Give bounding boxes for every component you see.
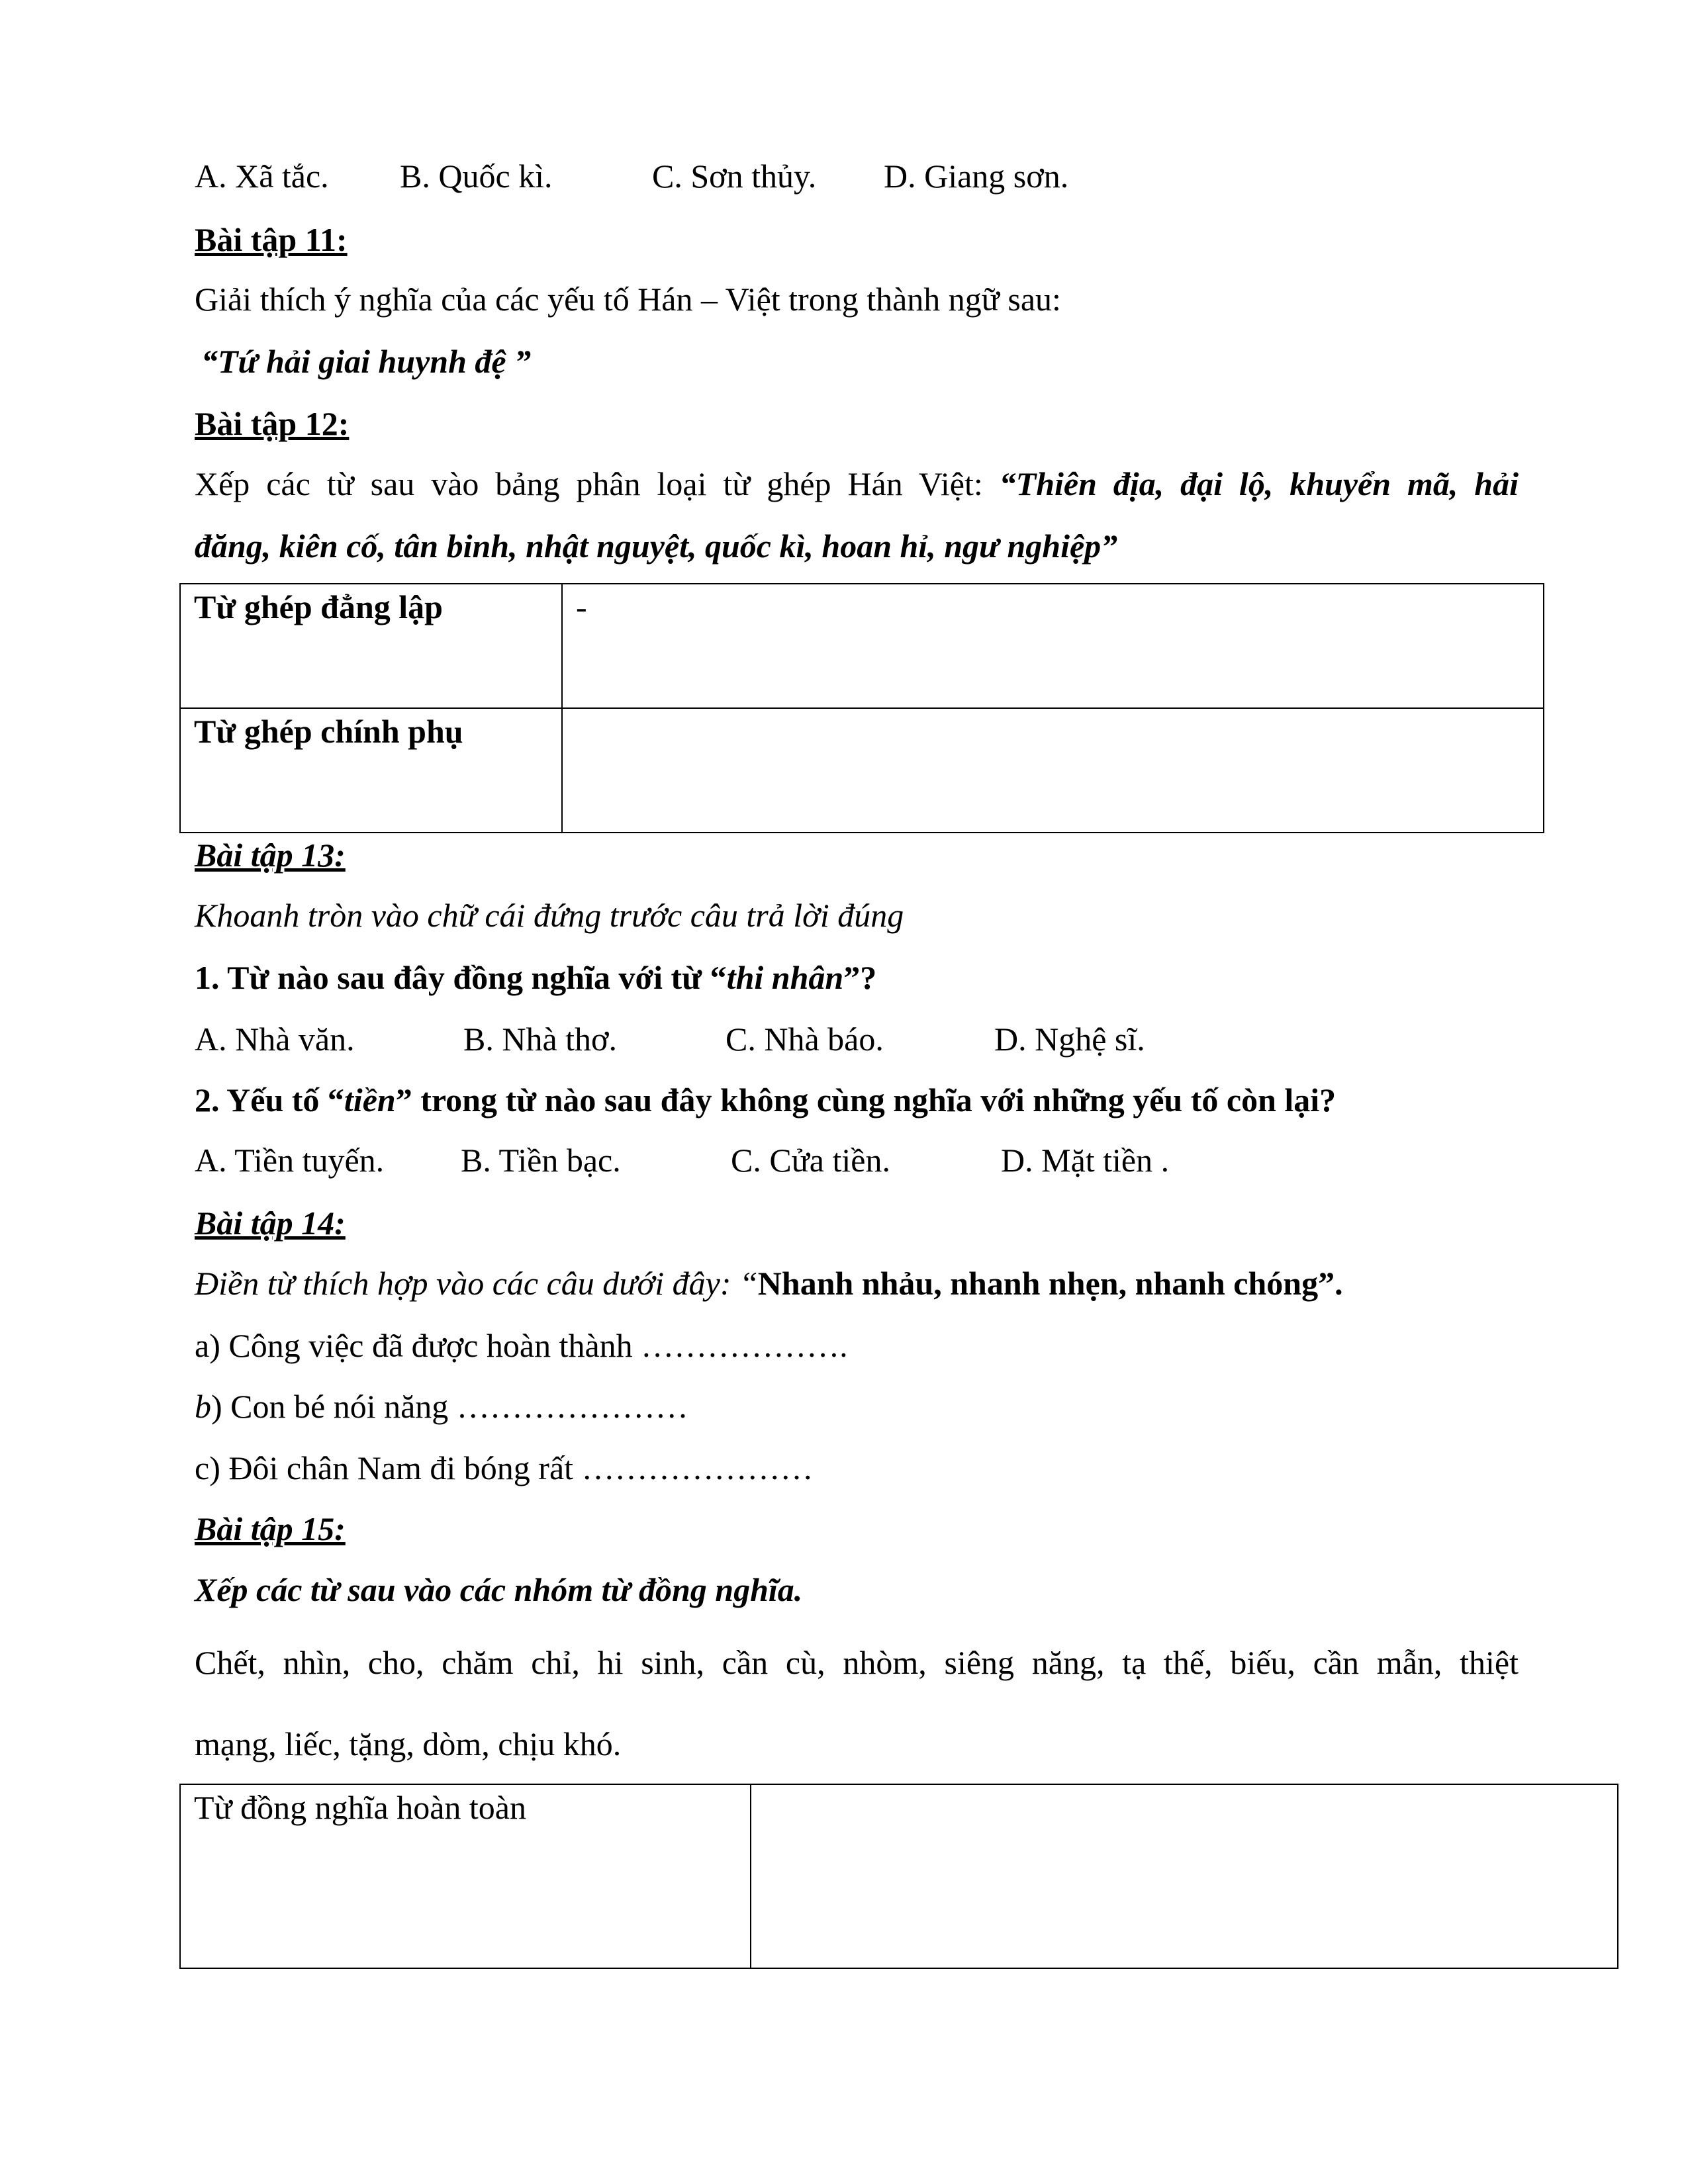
- row-label: Từ ghép chính phụ: [180, 708, 562, 833]
- option-d: D. Giang sơn.: [884, 158, 1069, 195]
- option-c: C. Nhà báo.: [726, 1021, 884, 1058]
- q2-word: tiền: [344, 1081, 396, 1118]
- q2-prefix: 2. Yếu tố “: [195, 1081, 344, 1118]
- ex13-q2: [195, 1080, 1336, 1120]
- ex11-idiom: “Tứ hải giai huynh đệ ”: [201, 343, 532, 380]
- ex14-b: [195, 1387, 688, 1426]
- row-label: Từ đồng nghĩa hoàn toàn: [180, 1784, 751, 1968]
- ex15-words-2: mạng, liếc, tặng, dòm, chịu khó.: [195, 1725, 622, 1762]
- option-d: D. Mặt tiền .: [1001, 1142, 1170, 1179]
- option-a: A. Xã tắc.: [195, 158, 329, 195]
- ex14-words: Nhanh nhảu, nhanh nhẹn, nhanh chóng”.: [757, 1265, 1343, 1302]
- ex14-c: c) Đôi chân Nam đi bóng rất …………………: [195, 1449, 814, 1486]
- ex15-table: [179, 1784, 1618, 1969]
- row-value[interactable]: [562, 708, 1544, 833]
- ex14-a: a) Công việc đã được hoàn thành ……………….: [195, 1327, 848, 1364]
- ex15-instruction: Xếp các từ sau vào các nhóm từ đồng nghĩa.: [195, 1571, 803, 1608]
- ex12-words-1: “Thiên địa, đại lộ, khuyển mã, hải: [999, 465, 1519, 502]
- ex12-instruction: [195, 464, 1519, 504]
- option-b: B. Tiền bạc.: [461, 1142, 621, 1179]
- ex13-title: Bài tập 13:: [195, 837, 346, 874]
- ex12-table: [179, 583, 1544, 833]
- ex14-instruction: [195, 1263, 1343, 1303]
- option-a: A. Nhà văn.: [195, 1021, 355, 1058]
- ex14-title: Bài tập 14:: [195, 1205, 346, 1242]
- option-a: A. Tiền tuyến.: [195, 1142, 385, 1179]
- ex13-q1: [195, 958, 876, 997]
- ex12-title: Bài tập 12:: [195, 405, 350, 442]
- ex11-title: Bài tập 11:: [195, 221, 348, 258]
- option-c: C. Sơn thủy.: [652, 158, 817, 195]
- q2-suffix: ” trong từ nào sau đây không cùng nghĩa với những yếu tố còn lại?: [395, 1081, 1336, 1118]
- ex13-instruction: Khoanh tròn vào chữ cái đứng trước câu trả lời đúng: [195, 897, 904, 934]
- row-label: Từ ghép đẳng lập: [180, 584, 562, 708]
- row-value[interactable]: -: [562, 584, 1544, 708]
- q1-word: thi nhân: [726, 959, 844, 996]
- option-b: B. Quốc kì.: [400, 158, 553, 195]
- option-c: C. Cửa tiền.: [731, 1142, 890, 1179]
- ex15-words-1: Chết, nhìn, cho, chăm chỉ, hi sinh, cần cù, nhòm, siêng năng, tạ thế, biếu, cần mẫn, thiệt: [195, 1644, 1519, 1681]
- ex12-instruction-text: Xếp các từ sau vào bảng phân loại từ ghép Hán Việt:: [195, 465, 1000, 502]
- ex11-instruction: Giải thích ý nghĩa của các yếu tố Hán – Việt trong thành ngữ sau:: [195, 281, 1061, 318]
- option-d: D. Nghệ sĩ.: [994, 1021, 1145, 1058]
- b-letter: b: [195, 1388, 211, 1425]
- b-text: ) Con bé nói năng …………………: [211, 1388, 688, 1425]
- option-b: B. Nhà thơ.: [463, 1021, 617, 1058]
- ex12-words-2: đăng, kiên cố, tân binh, nhật nguyệt, quốc kì, hoan hỉ, ngư nghiệp”: [195, 527, 1118, 565]
- ex15-title: Bài tập 15:: [195, 1510, 346, 1547]
- ex14-instruction-text: Điền từ thích hợp vào các câu dưới đây: “: [195, 1265, 758, 1302]
- row-value[interactable]: [751, 1784, 1618, 1968]
- q1-suffix: ”?: [843, 959, 877, 996]
- q1-prefix: 1. Từ nào sau đây đồng nghĩa với từ “: [195, 959, 727, 996]
